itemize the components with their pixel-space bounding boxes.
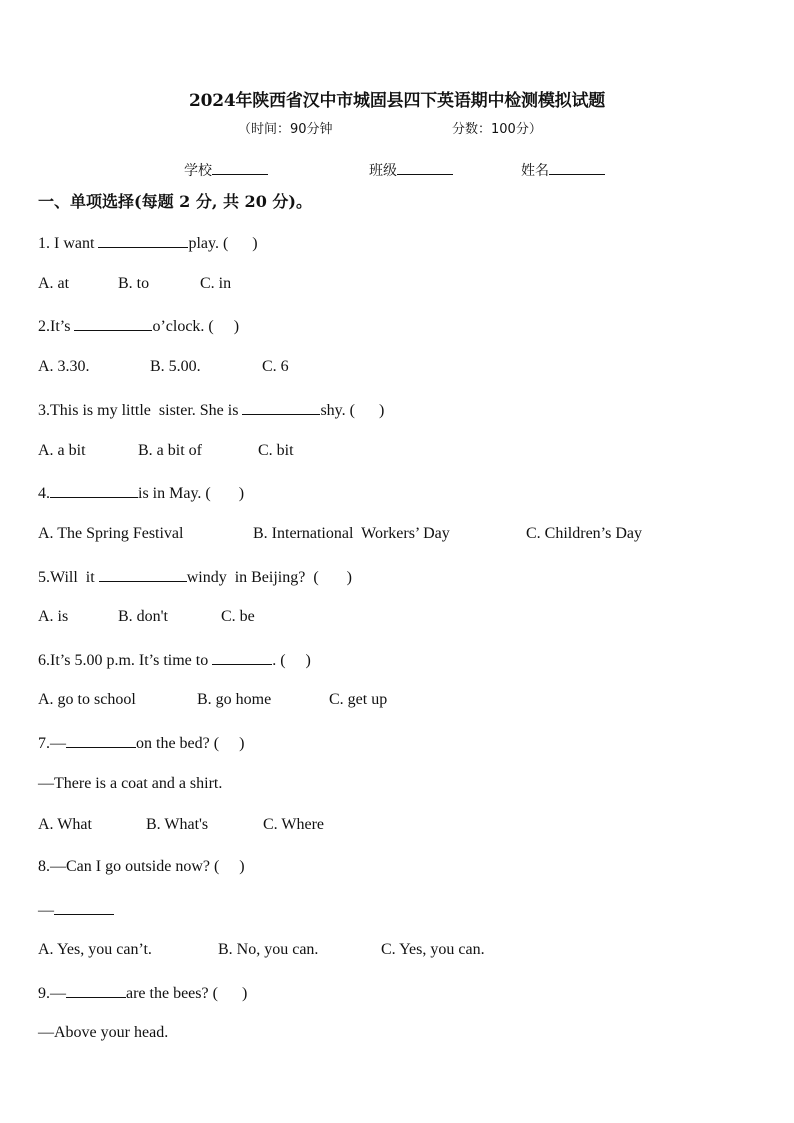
school-label: 学校 [184,163,212,179]
question-text: 9.— [38,985,66,1002]
class-blank[interactable] [397,160,453,175]
question-tail: is in May. ( ) [138,485,245,502]
name-label: 姓名 [521,163,549,179]
question-tail: play. ( ) [188,235,258,252]
question-text: 5.Will it [38,569,99,586]
question-1 [38,233,258,253]
question-2 [38,316,239,336]
option-a[interactable]: A. go to school [38,691,136,708]
question-6 [38,650,311,670]
option-c[interactable]: C. Yes, you can. [381,941,485,958]
question-7 [38,733,244,753]
option-a[interactable]: A. 3.30. [38,358,90,375]
question-text: 4. [38,485,50,502]
option-c[interactable]: C. 6 [262,358,289,375]
question-text: 1. I want [38,235,99,252]
question-tail: o’clock. ( ) [152,318,240,335]
answer-blank[interactable] [74,316,152,331]
question-tail: shy. ( ) [320,402,385,419]
class-label: 班级 [369,163,397,179]
question-tail: on the bed? ( ) [136,735,245,752]
answer-blank[interactable] [66,733,136,748]
question-8: 8.—Can I go outside now? ( ) [38,858,245,875]
school-blank[interactable] [212,160,268,175]
option-b[interactable]: B. to [118,275,150,292]
question-tail: are the bees? ( ) [126,985,248,1002]
exam-title: 2024年陕西省汉中市城固县四下英语期中检测模拟试题 [188,91,606,111]
option-b[interactable]: B. No, you can. [218,941,319,958]
question-tail: . ( ) [272,652,311,669]
option-c[interactable]: C. Children’s Day [526,525,642,542]
option-c[interactable]: C. Where [263,816,325,833]
option-a[interactable]: A. What [38,816,92,833]
question-text: 6.It’s 5.00 p.m. It’s time to [38,652,213,669]
question-text: 2.It’s [38,318,75,335]
question-9 [38,983,247,1003]
option-a[interactable]: A. is [38,608,69,625]
reply-line: —Above your head. [38,1024,169,1041]
option-c[interactable]: C. in [200,275,232,292]
question-tail: windy in Beijing? ( ) [186,569,352,586]
exam-time: （时间：90分钟 [238,122,333,137]
answer-blank[interactable] [50,483,138,498]
class-field[interactable] [369,160,453,180]
reply-dash: — [38,902,54,919]
option-b[interactable]: B. a bit of [138,442,202,459]
answer-blank[interactable] [54,900,114,915]
name-field[interactable] [521,160,605,180]
question-3 [38,400,384,420]
exam-score: 分数：100分） [452,122,542,137]
question-4 [38,483,244,503]
school-field[interactable] [184,160,268,180]
option-b[interactable]: B. go home [197,691,272,708]
option-a[interactable]: A. a bit [38,442,86,459]
question-text: 3.This is my little sister. She is [38,402,243,419]
option-b[interactable]: B. International Workers’ Day [253,525,450,542]
option-a[interactable]: A. Yes, you can’t. [38,941,152,958]
option-b[interactable]: B. don't [118,608,168,625]
reply-line [38,900,114,920]
option-b[interactable]: B. 5.00. [150,358,201,375]
answer-blank[interactable] [98,233,188,248]
answer-blank[interactable] [66,983,126,998]
option-a[interactable]: A. at [38,275,70,292]
question-5 [38,567,352,587]
option-b[interactable]: B. What's [146,816,209,833]
answer-blank[interactable] [99,567,187,582]
section-heading: 一、单项选择(每题 2 分, 共 20 分)。 [38,192,312,211]
reply-line: —There is a coat and a shirt. [38,775,223,792]
answer-blank[interactable] [212,650,272,665]
answer-blank[interactable] [242,400,320,415]
option-c[interactable]: C. get up [329,691,388,708]
option-a[interactable]: A. The Spring Festival [38,525,184,542]
option-c[interactable]: C. be [221,608,255,625]
option-c[interactable]: C. bit [258,442,294,459]
question-text: 7.— [38,735,66,752]
name-blank[interactable] [549,160,605,175]
